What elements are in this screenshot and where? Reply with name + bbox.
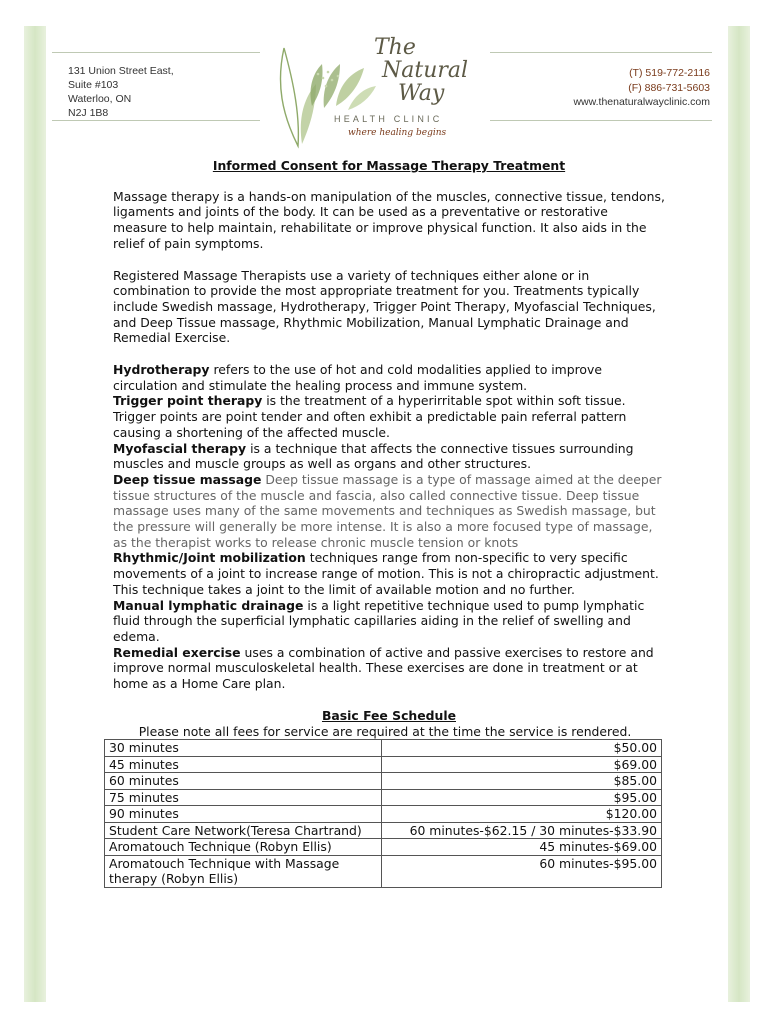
logo-word: The	[374, 35, 416, 60]
table-row	[105, 822, 662, 839]
left-page-border	[24, 26, 46, 1002]
clinic-address	[68, 64, 174, 120]
term-deep-tissue	[113, 472, 665, 551]
header-rule-left-bottom	[52, 120, 260, 121]
price-cell: 60 minutes-$62.15 / 30 minutes-$33.90	[382, 822, 662, 839]
term-label: Remedial exercise	[113, 644, 241, 660]
service-cell: 75 minutes	[105, 789, 382, 806]
logo-tagline: where healing begins	[348, 128, 447, 138]
term-description: is a light repetitive technique used to pump lymphatic fluid through the superficial lymphatic capillaries aiding in the relief of swelling and edema.	[113, 597, 645, 644]
price-cell: 60 minutes-$95.00	[382, 855, 662, 887]
price-cell: $120.00	[382, 806, 662, 823]
letterhead	[0, 0, 770, 150]
table-row	[105, 855, 662, 887]
term-description: Deep tissue massage is a type of massage aimed at the deeper tissue structures of the muscle and fascia, also called connective tissue. Deep tissue massage uses many of the same movements and techniques as Swedish massage, but the pressure will generally be more intense. It is also a more focused type of massage, as the therapist works to release chronic muscle tension or knots	[113, 471, 662, 550]
table-row	[105, 806, 662, 823]
phone-number: (T) 519-772-2116	[629, 67, 710, 79]
term-description: is a technique that affects the connective tissues surrounding muscles and muscle groups as well as organs and other structures.	[113, 440, 634, 472]
table-row	[105, 773, 662, 790]
term-label: Rhythmic/Joint mobilization	[113, 550, 306, 566]
price-cell: $95.00	[382, 789, 662, 806]
term-myofascial	[113, 441, 665, 472]
header-rule-left-top	[52, 52, 260, 53]
term-label: Manual lymphatic drainage	[113, 597, 304, 613]
right-page-border	[728, 26, 750, 1002]
price-cell: $50.00	[382, 740, 662, 757]
clinic-contact	[566, 66, 710, 110]
address-line: N2J 1B8	[68, 107, 109, 119]
service-cell: Aromatouch Technique (Robyn Ellis)	[105, 839, 382, 856]
logo-subtitle: HEALTH CLINIC	[334, 114, 443, 124]
service-cell: Student Care Network(Teresa Chartrand)	[105, 822, 382, 839]
price-cell: $69.00	[382, 756, 662, 773]
logo-word: Natural	[382, 58, 469, 83]
fee-table	[104, 739, 662, 888]
address-line: Suite #103	[68, 79, 119, 91]
service-cell: Aromatouch Technique with Massage therapy (Robyn Ellis)	[105, 855, 382, 887]
consent-document	[109, 158, 665, 888]
website-link[interactable]: www.thenaturalwayclinic.com	[573, 96, 710, 108]
table-row	[105, 756, 662, 773]
table-row	[105, 839, 662, 856]
term-label: Hydrotherapy	[113, 362, 210, 378]
address-line: Waterloo, ON	[68, 93, 132, 105]
document-title: Informed Consent for Massage Therapy Treatment	[212, 158, 566, 173]
fee-schedule-title: Basic Fee Schedule	[321, 707, 456, 723]
logo-wordmark	[374, 36, 484, 105]
techniques-paragraph: Registered Massage Therapists use a variety of techniques either alone or in combination to provide the most appropriate treatment for you. Treatments typically include Swedish massage, Hydrotherapy, Trigger Point Therapy, Myofascial Techniques, and Deep Tissue massage, Rhythmic Mobilization, Manual Lymphatic Drainage and Remedial Exercise.	[113, 267, 656, 346]
price-cell: 45 minutes-$69.00	[382, 839, 662, 856]
intro-paragraph: Massage therapy is a hands-on manipulation of the muscles, connective tissue, tendons, ligaments and joints of the body. It can be used as a preventative or restorative measure to help maintain, rehabilitate or improve physical function. It also aids in the relief of pain symptoms.	[113, 188, 665, 251]
service-cell: 90 minutes	[105, 806, 382, 823]
term-description: techniques range from non-specific to very specific movements of a joint to increase range of motion. This is not a chiropractic adjustment. This technique takes a joint to the limit of available motion and no further.	[113, 550, 659, 597]
fee-schedule-note: Please note all fees for service are required at the time the service is rendered.	[138, 723, 632, 739]
clinic-logo	[268, 34, 478, 150]
table-row	[105, 740, 662, 757]
term-remedial-exercise	[113, 645, 665, 692]
service-cell: 30 minutes	[105, 740, 382, 757]
address-line: 131 Union Street East,	[68, 65, 174, 77]
fax-number: (F) 886-731-5603	[628, 81, 710, 94]
price-cell: $85.00	[382, 773, 662, 790]
service-cell: 45 minutes	[105, 756, 382, 773]
term-trigger-point	[113, 393, 665, 440]
term-label: Trigger point therapy	[113, 393, 263, 409]
service-cell: 60 minutes	[105, 773, 382, 790]
term-rhythmic-mobilization	[113, 550, 665, 597]
term-hydrotherapy	[113, 362, 665, 393]
term-label: Deep tissue massage	[113, 471, 262, 487]
term-label: Myofascial therapy	[113, 440, 247, 456]
header-rule-right-bottom	[490, 120, 712, 121]
table-row	[105, 789, 662, 806]
term-description: refers to the use of hot and cold modalities applied to improve circulation and stimulate the healing process and immune system.	[113, 362, 602, 393]
header-rule-right-top	[490, 52, 712, 53]
term-lymphatic-drainage	[113, 598, 665, 645]
logo-word: Way	[398, 81, 445, 106]
term-description: uses a combination of active and passive exercises to restore and improve normal musculoskeletal health. These exercises are done in treatment or at home as a Home Care plan.	[113, 644, 654, 692]
term-description: is the treatment of a hyperirritable spot within soft tissue. Trigger points are point tender and often exhibit a predictable pain referral pattern causing a shortening of the affected muscle.	[113, 393, 627, 440]
